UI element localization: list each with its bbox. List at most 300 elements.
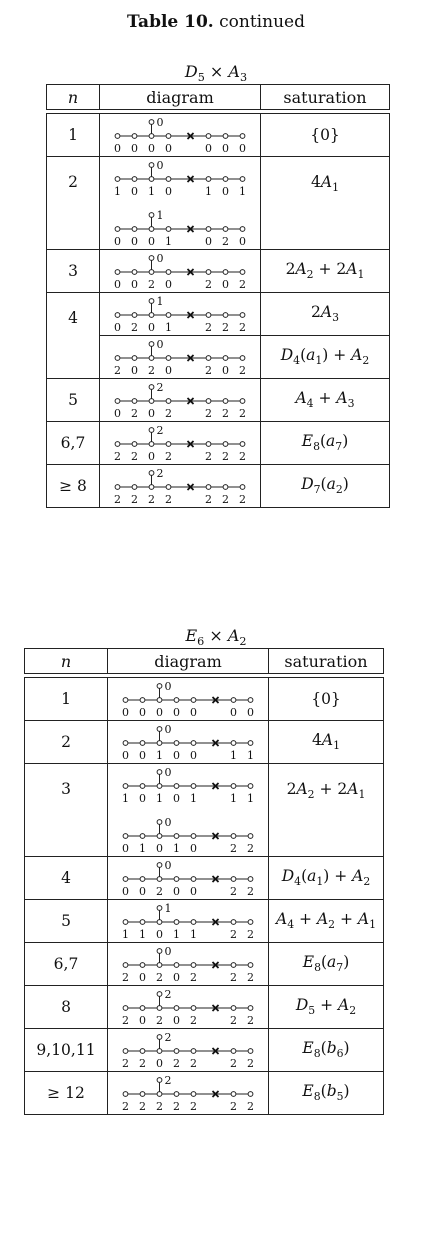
node-label: 0 — [239, 235, 246, 248]
table-row — [25, 764, 384, 857]
node-label: 0 — [165, 364, 172, 377]
node-label: 2 — [164, 1074, 172, 1087]
diagram-node — [149, 227, 154, 232]
node-label: 0 — [205, 235, 212, 248]
diagram-node — [240, 313, 245, 318]
diagram-node — [223, 177, 228, 182]
node-label: 1 — [156, 792, 163, 805]
node-label: 0 — [156, 252, 164, 265]
node-label: 2 — [247, 971, 254, 984]
node-label: 2 — [230, 1100, 237, 1113]
table-header-row — [25, 649, 384, 674]
dynkin-diagram — [103, 114, 257, 156]
node-label: 1 — [114, 185, 121, 198]
diagram-node — [157, 784, 162, 789]
cell-saturation: $A_4 + A_3$ — [261, 379, 390, 422]
table-row — [25, 678, 384, 721]
node-label: 2 — [165, 450, 172, 463]
node-label: 1 — [156, 749, 163, 762]
diagram-node — [191, 1092, 196, 1097]
table-e6-a2 — [24, 648, 384, 1115]
diagram-node — [191, 1006, 196, 1011]
diagram-node — [157, 992, 162, 997]
node-label: 2 — [247, 928, 254, 941]
node-label: 2 — [156, 1014, 163, 1027]
node-label: 0 — [122, 885, 129, 898]
node-label: 0 — [164, 816, 172, 829]
node-label: 0 — [222, 364, 229, 377]
node-label: 0 — [173, 885, 180, 898]
node-label: 0 — [148, 321, 155, 334]
node-label: 2 — [156, 424, 164, 437]
diagram-node — [191, 698, 196, 703]
diagram-node — [248, 741, 253, 746]
node-label: 0 — [190, 749, 197, 762]
node-label: 2 — [173, 1057, 180, 1070]
node-label: 2 — [239, 407, 246, 420]
cell-n: 6,7 — [47, 422, 100, 465]
node-label: 2 — [247, 885, 254, 898]
diagram-node — [123, 963, 128, 968]
node-label: 2 — [165, 407, 172, 420]
diagram-node — [191, 963, 196, 968]
diagram-node — [240, 356, 245, 361]
diagram-node — [132, 227, 137, 232]
diagram-node — [231, 1049, 236, 1054]
diagram-node — [223, 356, 228, 361]
cell-diagram — [100, 379, 261, 422]
node-label: 2 — [131, 493, 138, 506]
node-label: 1 — [164, 902, 172, 915]
node-label: 1 — [165, 235, 172, 248]
diagram-node — [115, 313, 120, 318]
table-caption — [0, 12, 432, 32]
node-label: 1 — [148, 185, 155, 198]
diagram-node — [191, 920, 196, 925]
diagram-node — [174, 784, 179, 789]
node-label: 2 — [190, 1057, 197, 1070]
diagram-node — [115, 177, 120, 182]
cell-saturation: {0} — [261, 114, 390, 157]
node-label: 0 — [148, 142, 155, 155]
diagram-node — [206, 399, 211, 404]
node-label: 2 — [131, 407, 138, 420]
node-label: 0 — [156, 706, 163, 719]
diagram-node — [223, 313, 228, 318]
cell-diagram — [108, 857, 269, 900]
diagram-node — [132, 356, 137, 361]
node-label: 0 — [190, 885, 197, 898]
dynkin-diagram — [111, 900, 265, 942]
node-label: 0 — [173, 792, 180, 805]
diagram-node — [149, 134, 154, 139]
cell-saturation: $4A_1$ — [261, 157, 390, 250]
node-label: 0 — [139, 792, 146, 805]
table-row — [47, 157, 390, 250]
node-label: 2 — [230, 928, 237, 941]
dynkin-diagram — [103, 250, 257, 292]
diagram-node — [157, 727, 162, 732]
diagram-node — [132, 442, 137, 447]
diagram-node — [174, 963, 179, 968]
node-label: 0 — [156, 928, 163, 941]
diagram-node — [140, 920, 145, 925]
diagram-node — [174, 1049, 179, 1054]
dynkin-diagram — [111, 1072, 265, 1114]
cell-diagram — [108, 678, 269, 721]
node-label: 0 — [156, 159, 164, 172]
node-label: 0 — [165, 278, 172, 291]
cell-saturation: $D_4(a_1) + A_2$ — [269, 857, 384, 900]
diagram-node — [157, 906, 162, 911]
dynkin-diagram — [103, 207, 257, 249]
diagram-node — [140, 834, 145, 839]
cell-saturation: $2A_3$ — [261, 293, 390, 336]
cell-diagram — [108, 900, 269, 943]
table-row — [47, 293, 390, 336]
diagram-node — [157, 963, 162, 968]
node-label: 0 — [165, 142, 172, 155]
diagram-node — [123, 834, 128, 839]
diagram-node — [149, 485, 154, 490]
diagram-node — [149, 299, 154, 304]
diagram-node — [248, 834, 253, 839]
cell-saturation: $2A_2 + 2A_1$ — [269, 764, 384, 857]
diagram-node — [140, 698, 145, 703]
column-header: n — [25, 649, 108, 674]
node-label: 2 — [239, 278, 246, 291]
diagram-node — [231, 741, 236, 746]
node-label: 1 — [139, 928, 146, 941]
diagram-node — [157, 877, 162, 882]
cell-diagram — [108, 943, 269, 986]
table-title-d5-a3: $D_5 \times A_3$ — [184, 62, 248, 85]
node-label: 0 — [139, 971, 146, 984]
node-label: 0 — [239, 142, 246, 155]
diagram-node — [157, 770, 162, 775]
node-label: 0 — [139, 885, 146, 898]
diagram-node — [206, 442, 211, 447]
cell-n: 6,7 — [25, 943, 108, 986]
diagram-node — [140, 1092, 145, 1097]
table-row — [25, 721, 384, 764]
diagram-node — [223, 442, 228, 447]
node-label: 0 — [122, 706, 129, 719]
diagram-node — [115, 270, 120, 275]
diagram-node — [206, 227, 211, 232]
diagram-node — [231, 1092, 236, 1097]
diagram-node — [157, 1006, 162, 1011]
cell-diagram — [100, 157, 261, 250]
dynkin-diagram — [103, 336, 257, 378]
table-header-row — [47, 85, 390, 110]
node-label: 2 — [247, 1014, 254, 1027]
diagram-node — [115, 399, 120, 404]
node-label: 0 — [156, 338, 164, 351]
table-row — [47, 379, 390, 422]
node-label: 2 — [205, 493, 212, 506]
table-d5-a3 — [46, 84, 390, 508]
table-row — [25, 900, 384, 943]
node-label: 2 — [239, 321, 246, 334]
table-row — [25, 857, 384, 900]
diagram-node — [157, 741, 162, 746]
diagram-node — [223, 485, 228, 490]
dynkin-diagram — [111, 814, 265, 856]
diagram-node — [140, 877, 145, 882]
diagram-node — [149, 356, 154, 361]
node-label: 2 — [222, 493, 229, 506]
node-label: 0 — [164, 766, 172, 779]
node-label: 0 — [131, 364, 138, 377]
diagram-node — [140, 784, 145, 789]
node-label: 0 — [156, 1057, 163, 1070]
diagram-node — [231, 1006, 236, 1011]
diagram-node — [157, 1049, 162, 1054]
table-row — [25, 986, 384, 1029]
node-label: 2 — [122, 1100, 129, 1113]
diagram-node — [248, 1006, 253, 1011]
node-label: 2 — [190, 1014, 197, 1027]
dynkin-diagram — [103, 157, 257, 199]
diagram-node — [166, 485, 171, 490]
cell-saturation: $D_5 + A_2$ — [269, 986, 384, 1029]
cell-n: 2 — [25, 721, 108, 764]
cell-saturation: $A_4 + A_2 + A_1$ — [269, 900, 384, 943]
node-label: 0 — [190, 706, 197, 719]
node-label: 2 — [173, 1100, 180, 1113]
node-label: 2 — [122, 971, 129, 984]
diagram-node — [240, 442, 245, 447]
cell-saturation: $E_8(a_7)$ — [269, 943, 384, 986]
diagram-node — [231, 698, 236, 703]
cell-n: 3 — [25, 764, 108, 857]
node-label: 0 — [173, 1014, 180, 1027]
cell-n: 5 — [25, 900, 108, 943]
cell-diagram — [100, 465, 261, 508]
cell-n: ≥ 8 — [47, 465, 100, 508]
diagram-node — [166, 399, 171, 404]
node-label: 0 — [173, 706, 180, 719]
node-label: 1 — [230, 792, 237, 805]
diagram-node — [174, 1006, 179, 1011]
dynkin-diagram — [103, 293, 257, 335]
cell-diagram — [108, 986, 269, 1029]
diagram-node — [115, 227, 120, 232]
node-label: 1 — [173, 842, 180, 855]
diagram-node — [149, 120, 154, 125]
diagram-node — [123, 920, 128, 925]
cell-n: 9,10,11 — [25, 1029, 108, 1072]
diagram-node — [149, 256, 154, 261]
node-label: 2 — [239, 364, 246, 377]
table-row — [25, 943, 384, 986]
diagram-node — [248, 1049, 253, 1054]
column-header: n — [47, 85, 100, 110]
node-label: 1 — [156, 209, 164, 222]
diagram-node — [149, 213, 154, 218]
node-label: 2 — [230, 842, 237, 855]
cell-n: ≥ 12 — [25, 1072, 108, 1115]
node-label: 0 — [156, 842, 163, 855]
node-label: 0 — [148, 235, 155, 248]
diagram-node — [174, 834, 179, 839]
caption-text: continued — [219, 12, 305, 32]
diagram-node — [206, 270, 211, 275]
diagram-node — [123, 1092, 128, 1097]
diagram-node — [166, 442, 171, 447]
diagram-node — [206, 177, 211, 182]
node-label: 2 — [222, 450, 229, 463]
node-label: 0 — [122, 842, 129, 855]
node-label: 1 — [190, 928, 197, 941]
node-label: 1 — [122, 792, 129, 805]
diagram-node — [191, 1049, 196, 1054]
diagram-node — [231, 963, 236, 968]
diagram-node — [149, 442, 154, 447]
node-label: 1 — [230, 749, 237, 762]
diagram-node — [149, 471, 154, 476]
diagram-node — [123, 741, 128, 746]
diagram-node — [115, 485, 120, 490]
node-label: 2 — [156, 1100, 163, 1113]
node-label: 2 — [205, 450, 212, 463]
cell-n: 1 — [25, 678, 108, 721]
node-label: 0 — [247, 706, 254, 719]
node-label: 2 — [122, 1057, 129, 1070]
diagram-node — [149, 270, 154, 275]
node-label: 2 — [114, 364, 121, 377]
node-label: 2 — [230, 885, 237, 898]
node-label: 0 — [122, 749, 129, 762]
node-label: 0 — [164, 859, 172, 872]
cell-n: 4 — [25, 857, 108, 900]
cell-diagram — [108, 764, 269, 857]
diagram-node — [240, 270, 245, 275]
diagram-node — [248, 698, 253, 703]
node-label: 2 — [156, 885, 163, 898]
diagram-node — [140, 1049, 145, 1054]
cell-diagram — [100, 422, 261, 465]
diagram-node — [140, 963, 145, 968]
node-label: 2 — [222, 321, 229, 334]
cell-n: 5 — [47, 379, 100, 422]
node-label: 0 — [114, 407, 121, 420]
node-label: 0 — [131, 278, 138, 291]
node-label: 0 — [139, 706, 146, 719]
diagram-node — [149, 163, 154, 168]
column-header: saturation — [261, 85, 390, 110]
diagram-node — [149, 399, 154, 404]
cell-diagram — [108, 1029, 269, 1072]
diagram-node — [223, 227, 228, 232]
diagram-node — [149, 428, 154, 433]
diagram-node — [140, 1006, 145, 1011]
dynkin-diagram — [103, 422, 257, 464]
diagram-node — [157, 1078, 162, 1083]
diagram-node — [132, 134, 137, 139]
diagram-node — [123, 784, 128, 789]
node-label: 0 — [222, 142, 229, 155]
node-label: 2 — [114, 450, 121, 463]
diagram-node — [191, 784, 196, 789]
diagram-node — [157, 834, 162, 839]
diagram-node — [174, 1092, 179, 1097]
node-label: 0 — [131, 235, 138, 248]
node-label: 2 — [148, 493, 155, 506]
diagram-node — [149, 177, 154, 182]
diagram-node — [132, 270, 137, 275]
diagram-node — [123, 1049, 128, 1054]
node-label: 1 — [190, 792, 197, 805]
table-title-e6-a2: $E_6 \times A_2$ — [185, 626, 247, 649]
diagram-node — [240, 227, 245, 232]
diagram-node — [223, 134, 228, 139]
diagram-node — [174, 920, 179, 925]
cell-saturation: $E_8(b_6)$ — [269, 1029, 384, 1072]
column-header: diagram — [108, 649, 269, 674]
diagram-node — [240, 134, 245, 139]
node-label: 0 — [139, 1014, 146, 1027]
diagram-node — [123, 877, 128, 882]
node-label: 2 — [230, 1057, 237, 1070]
dynkin-diagram — [103, 379, 257, 421]
diagram-node — [231, 834, 236, 839]
diagram-node — [206, 313, 211, 318]
caption-label: Table 10. — [127, 12, 214, 32]
cell-n: 8 — [25, 986, 108, 1029]
diagram-node — [240, 177, 245, 182]
dynkin-diagram — [111, 721, 265, 763]
diagram-node — [248, 877, 253, 882]
node-label: 0 — [148, 450, 155, 463]
cell-saturation: $E_8(b_5)$ — [269, 1072, 384, 1115]
node-label: 2 — [230, 1014, 237, 1027]
node-label: 1 — [156, 295, 164, 308]
node-label: 2 — [222, 407, 229, 420]
node-label: 0 — [205, 142, 212, 155]
diagram-node — [174, 877, 179, 882]
diagram-node — [157, 684, 162, 689]
node-label: 2 — [239, 450, 246, 463]
diagram-node — [166, 227, 171, 232]
cell-diagram — [100, 114, 261, 157]
cell-diagram — [100, 336, 261, 379]
node-label: 1 — [205, 185, 212, 198]
diagram-node — [149, 313, 154, 318]
cell-saturation: {0} — [269, 678, 384, 721]
diagram-node — [157, 949, 162, 954]
dynkin-diagram — [111, 1029, 265, 1071]
cell-saturation: $D_4(a_1) + A_2$ — [261, 336, 390, 379]
node-label: 2 — [156, 467, 164, 480]
node-label: 2 — [148, 278, 155, 291]
diagram-node — [174, 741, 179, 746]
node-label: 1 — [247, 749, 254, 762]
node-label: 2 — [165, 493, 172, 506]
diagram-node — [157, 1092, 162, 1097]
node-label: 2 — [190, 1100, 197, 1113]
node-label: 2 — [156, 381, 164, 394]
node-label: 2 — [205, 321, 212, 334]
dynkin-diagram — [111, 857, 265, 899]
dynkin-diagram — [111, 986, 265, 1028]
dynkin-diagram — [111, 943, 265, 985]
diagram-node — [166, 313, 171, 318]
node-label: 2 — [247, 1057, 254, 1070]
diagram-node — [157, 1035, 162, 1040]
table-row — [47, 114, 390, 157]
